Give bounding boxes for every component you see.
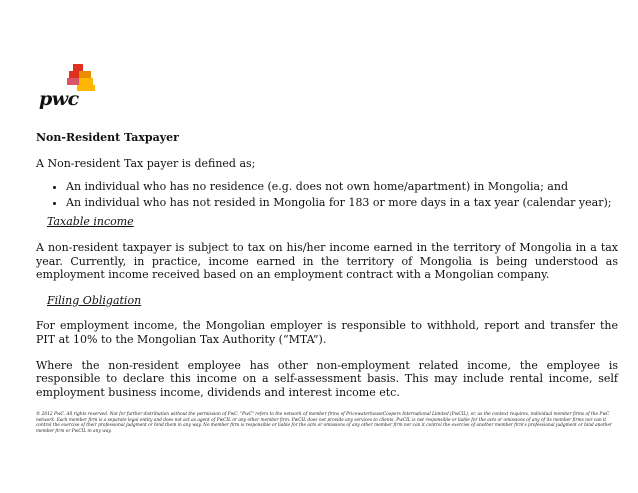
- intro-text: A Non-resident Tax payer is defined as;: [36, 156, 256, 170]
- filing-paragraph-1: For employment income, the Mongolian employer is responsible to withhold, report and transfer the PIT at 10% to the Mongolian Tax Authority (“MTA”).: [36, 319, 618, 346]
- pwc-logo: [39, 64, 99, 112]
- list-item: • An individual who has no residence (e.g. does not own home/apartment) in Mongolia; and: [66, 180, 618, 194]
- page-title: Non-Resident Taxpayer: [36, 131, 179, 144]
- filing-paragraph-2: Where the non-resident employee has other non-employment related income, the employee is responsible to declare this income on a self-assessment basis. This may include rental income, self employment business income, dividends and interest income etc.: [36, 358, 618, 399]
- footer-disclaimer: © 2012 PwC. All rights reserved. Not for further distribution without the permission of PwC. "PwC" refers to the network of member firms of PricewaterhouseCoopers International Limited (PwCIL), or, as the context requires, individual member firms of the PwC network. Each member firm is a separate legal entity and does not act as agent of PwCIL or any other member firm. PwCIL does not provide any services to clients. PwCIL is not responsible or liable for the acts or omissions of any of its member firms nor can it control the exercise of their professional judgment or bind them in any way. No member firm is responsible or liable for the acts or omissions of any other member firm nor can it control the exercise of another member firm's professional judgment or bind another member firm or PwCIL in any way.: [36, 412, 613, 434]
- list-item: • An individual who has not resided in Mongolia for 183 or more days in a tax year (calendar year);: [66, 196, 618, 210]
- definition-list: [36, 180, 618, 209]
- section-heading-filing-obligation: Filing Obligation: [47, 293, 142, 307]
- logo-text: pwc: [39, 88, 79, 110]
- document-body: [36, 131, 618, 399]
- taxable-income-paragraph: A non-resident taxpayer is subject to tax on his/her income earned in the territory of Mongolia in a tax year. Currently, in practice, income earned in the territory of Mongolia is being understood as employment income received based on an employment contract with a Mongolian company.: [36, 240, 618, 282]
- section-heading-taxable-income: Taxable income: [47, 215, 134, 229]
